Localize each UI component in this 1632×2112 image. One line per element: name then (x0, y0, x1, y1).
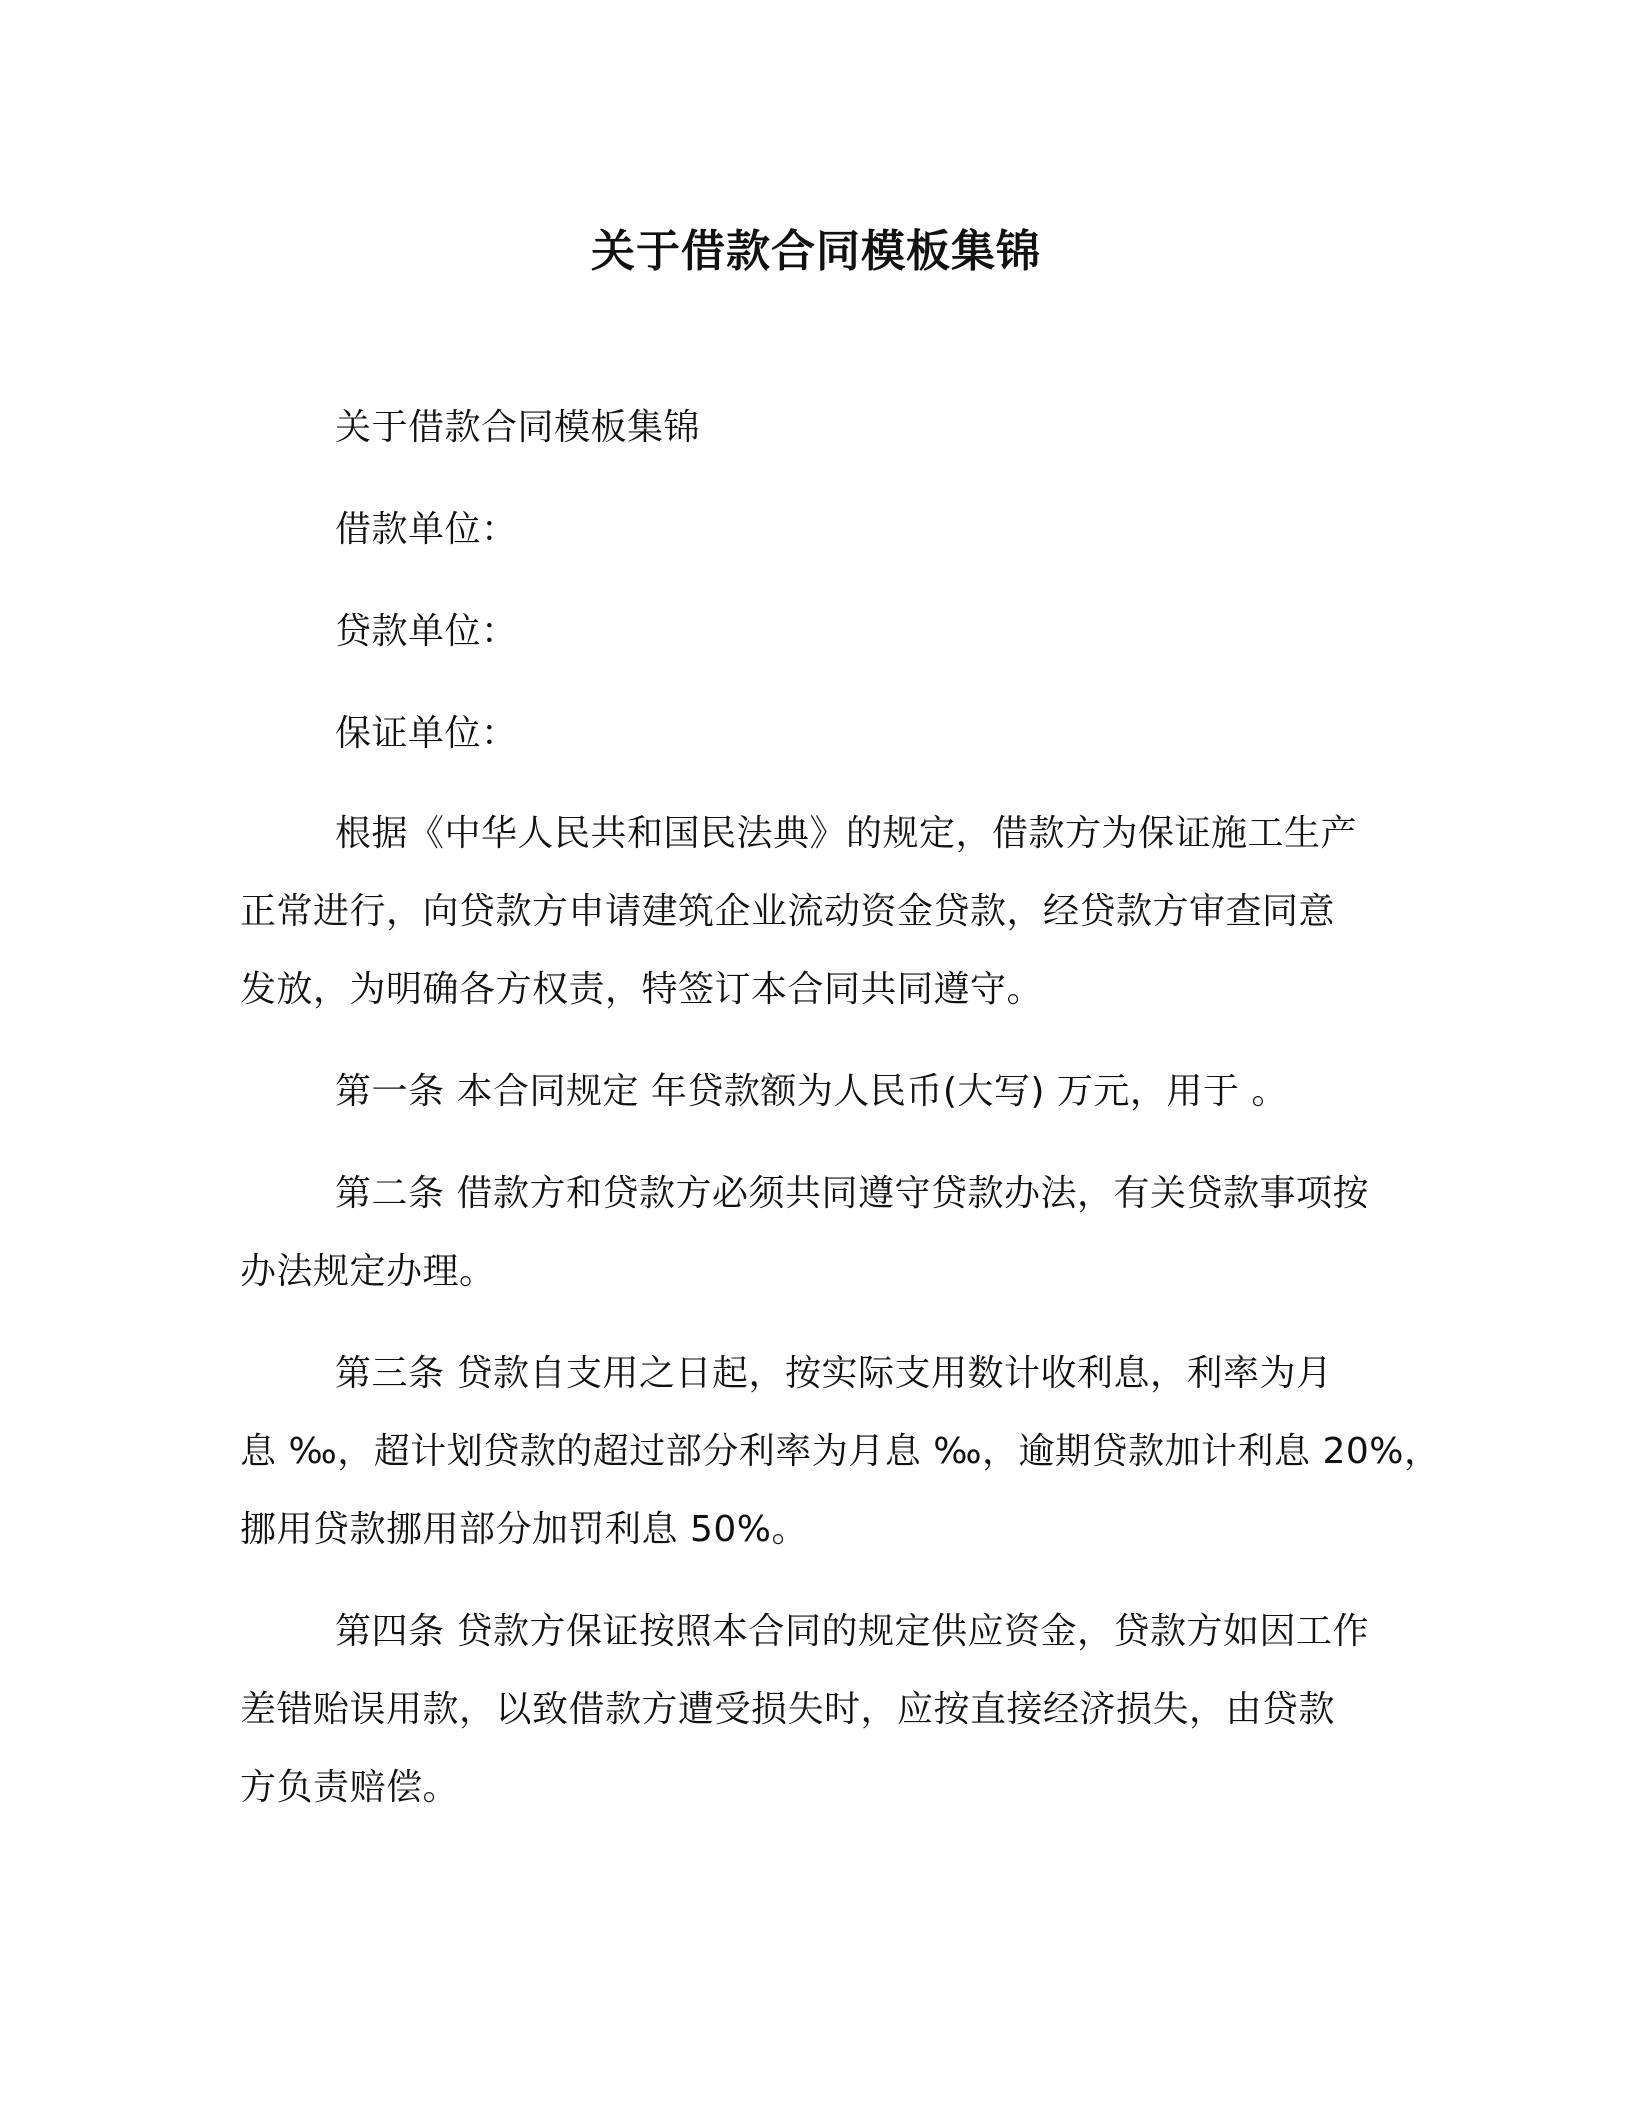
article-line: 挪用贷款挪用部分加罚利息 50%。 (240, 1509, 808, 1550)
document-subtitle: 关于借款合同模板集锦 (335, 407, 701, 448)
article-1 (240, 1053, 1420, 1131)
document-title: 关于借款合同模板集锦 (591, 226, 1041, 277)
article-4 (240, 1593, 1420, 1827)
article-line: 办法规定办理。 (240, 1251, 496, 1292)
lender-label: 贷款单位： (335, 611, 518, 652)
borrower-label: 借款单位： (335, 509, 518, 550)
article-line: 差错贻误用款，以致借款方遭受损失时，应按直接经济损失，由贷款 (240, 1689, 1336, 1730)
article-line: 第三条 贷款自支用之日起，按实际支用数计收利息，利率为月 (335, 1353, 1333, 1394)
article-line: 息 ‰，超计划贷款的超过部分利率为月息 ‰，逾期贷款加计利息 20%， (240, 1431, 1441, 1472)
article-line: 第四条 贷款方保证按照本合同的规定供应资金，贷款方如因工作 (335, 1611, 1369, 1652)
preamble-paragraph (240, 795, 1420, 1029)
lender-block (240, 593, 1420, 671)
article-line: 第二条 借款方和贷款方必须共同遵守贷款办法，有关贷款事项按 (335, 1173, 1369, 1214)
subtitle-block (240, 389, 1420, 467)
guarantor-label: 保证单位： (335, 713, 518, 754)
preamble-line: 根据《中华人民共和国民法典》的规定，借款方为保证施工生产 (335, 813, 1358, 854)
preamble-line: 正常进行，向贷款方申请建筑企业流动资金贷款，经贷款方审查同意 (240, 891, 1336, 932)
article-2 (240, 1155, 1420, 1311)
preamble-line: 发放，为明确各方权责，特签订本合同共同遵守。 (240, 969, 1044, 1010)
article-line: 方负责赔偿。 (240, 1767, 460, 1808)
article-3 (240, 1335, 1441, 1569)
guarantor-block (240, 695, 1420, 773)
borrower-block (240, 491, 1420, 569)
article-line: 第一条 本合同规定 年贷款额为人民币(大写) 万元，用于 。 (335, 1071, 1288, 1112)
